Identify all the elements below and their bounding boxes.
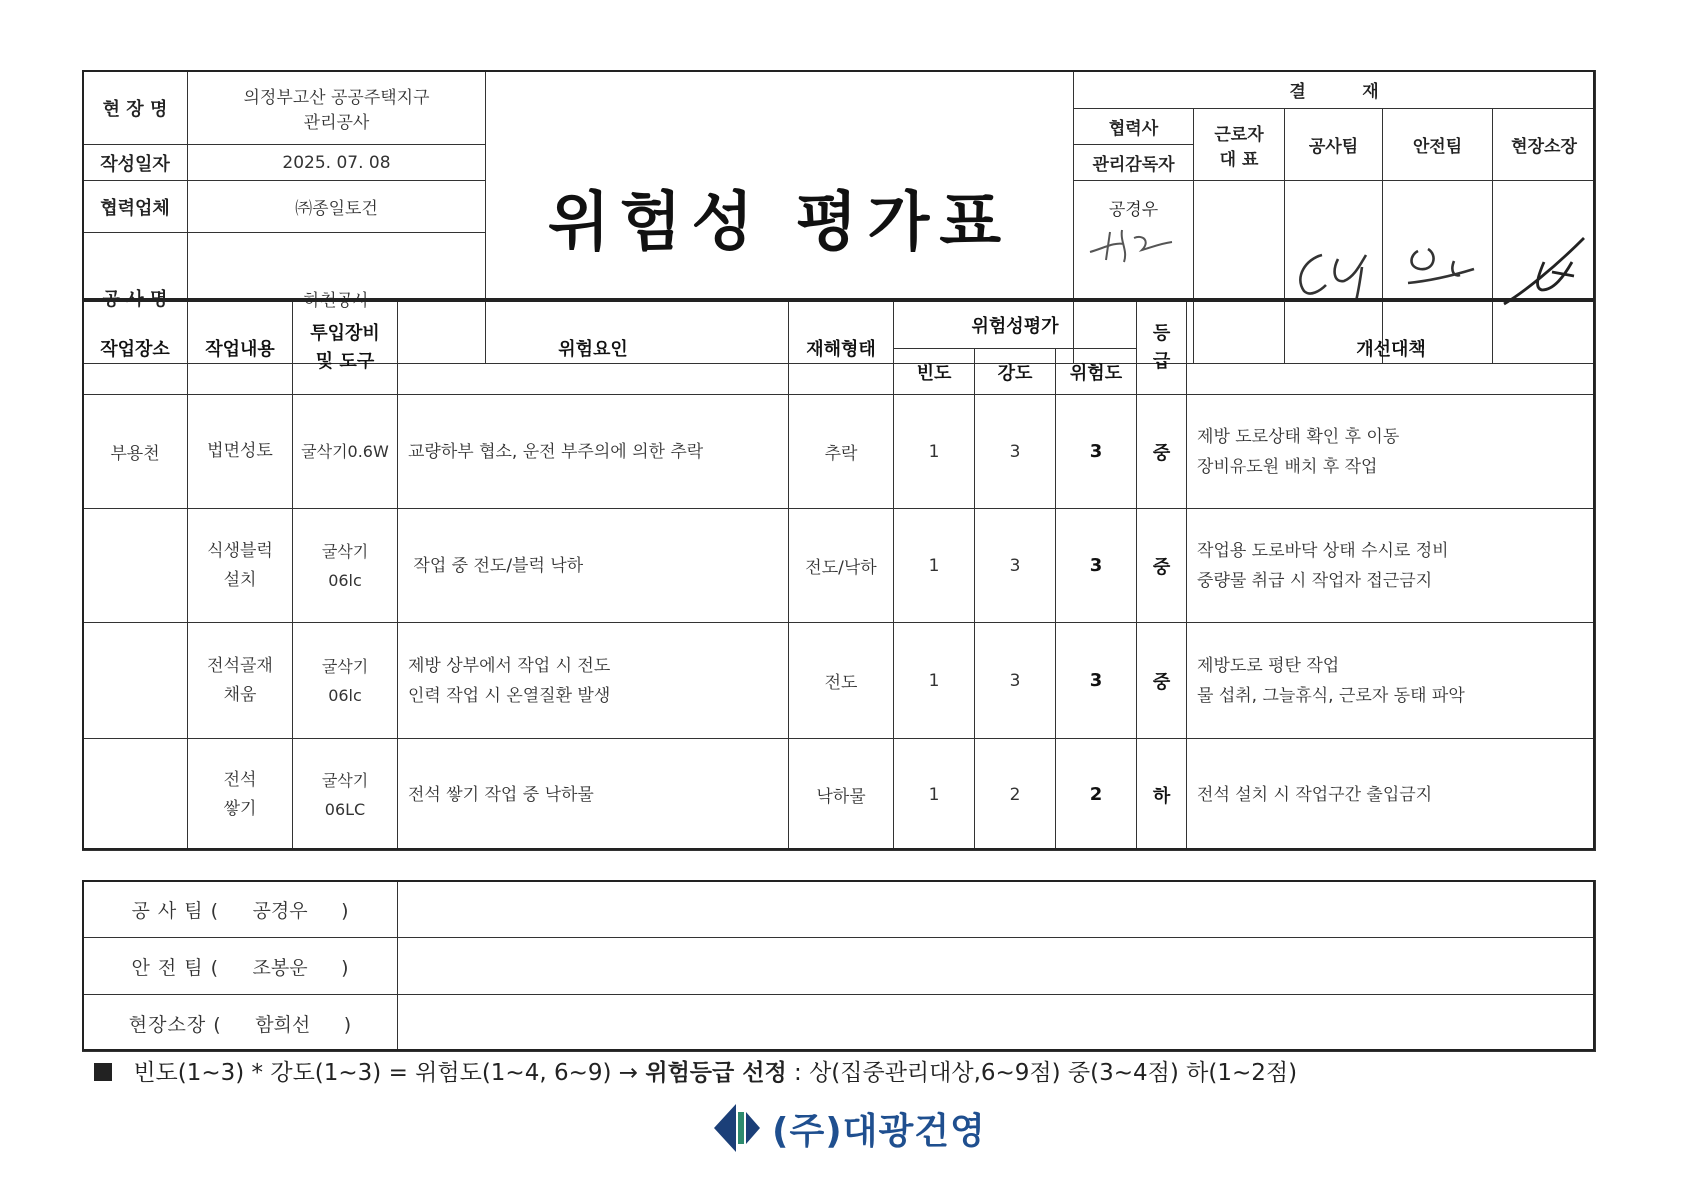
signoff-close: ) <box>343 1013 352 1036</box>
row-equipment-line1: 굴삭기 <box>321 541 369 561</box>
approval-worker-rep <box>1194 109 1285 181</box>
construction-signature <box>1286 237 1382 307</box>
col-content: 작업내용 <box>188 301 293 395</box>
grade-text: : 상(집중관리대상,6~9점) 중(3~4점) 하(1~2점) <box>794 1060 1298 1086</box>
signoff-name: 함희선 <box>255 1013 311 1036</box>
signoff-area <box>398 938 1596 995</box>
row-frequency: 1 <box>894 623 975 739</box>
work-name-value: 하천공사 <box>188 233 486 364</box>
row-hazard <box>398 395 789 509</box>
row-equipment-line1: 굴삭기0.6W <box>301 442 389 461</box>
row-severity: 2 <box>975 739 1056 851</box>
approval-construction-team: 공사팀 <box>1285 109 1383 181</box>
row-equipment <box>293 509 398 623</box>
partner-value: ㈜종일토건 <box>188 181 486 233</box>
row-accident: 추락 <box>789 395 894 509</box>
col-equipment-line2: 및 도구 <box>315 350 375 372</box>
row-equipment <box>293 739 398 851</box>
row-equipment-line1: 굴삭기 <box>321 656 369 676</box>
row-location: 부용천 <box>83 395 188 509</box>
signoff-name: 조봉운 <box>252 956 308 979</box>
row-risk: 3 <box>1056 395 1137 509</box>
row-hazard <box>398 509 789 623</box>
col-grade-line2: 급 <box>1152 350 1171 372</box>
col-grade-line1: 등 <box>1152 322 1171 344</box>
site-name-line1: 의정부고산 공공주택지구 <box>243 87 430 108</box>
site-name-value <box>188 71 486 145</box>
row-accident: 전도 <box>789 623 894 739</box>
col-improvement: 개선대책 <box>1187 301 1596 395</box>
row-improvement <box>1187 395 1596 509</box>
signoff-row <box>83 938 1596 995</box>
row-equipment-line1: 굴삭기 <box>321 770 369 790</box>
row-grade: 중 <box>1137 509 1187 623</box>
col-risk: 위험도 <box>1056 349 1137 395</box>
row-content <box>188 623 293 739</box>
row-improvement-line1: 제방 도로상태 확인 후 이동 <box>1197 426 1400 447</box>
signoff-table <box>82 880 1596 1052</box>
row-content-line1: 법면성토 <box>207 441 273 461</box>
row-location <box>83 509 188 623</box>
formula-text: 빈도(1~3) * 강도(1~3) = 위험도(1~4, 6~9) → <box>133 1060 639 1086</box>
row-content-line1: 전석 <box>223 769 257 790</box>
col-severity: 강도 <box>975 349 1056 395</box>
row-hazard-line1: 제방 상부에서 작업 시 전도 <box>408 655 611 676</box>
row-accident: 낙하물 <box>789 739 894 851</box>
row-improvement <box>1187 623 1596 739</box>
row-frequency: 1 <box>894 395 975 509</box>
row-content <box>188 395 293 509</box>
signoff-close: ) <box>341 956 349 979</box>
signoff-role: 공 사 팀 ( <box>131 899 220 922</box>
approval-worker-rep-line2: 대 표 <box>1219 149 1259 170</box>
row-improvement-line2: 물 섭취, 그늘휴식, 근로자 동태 파악 <box>1197 685 1465 706</box>
signoff-role: 현장소장 ( <box>128 1013 222 1036</box>
table-row <box>83 509 1596 623</box>
signoff-area <box>398 995 1596 1052</box>
row-risk: 2 <box>1056 739 1137 851</box>
row-equipment <box>293 395 398 509</box>
site-name-label: 현 장 명 <box>83 71 188 145</box>
row-improvement-line2: 장비유도원 배치 후 작업 <box>1197 456 1378 477</box>
row-improvement-line2: 중량물 취급 시 작업자 접근금지 <box>1197 570 1433 591</box>
risk-table <box>82 300 1596 851</box>
signoff-label <box>83 881 398 938</box>
col-frequency: 빈도 <box>894 349 975 395</box>
row-frequency: 1 <box>894 739 975 851</box>
row-accident: 전도/낙하 <box>789 509 894 623</box>
site-name-line2: 관리공사 <box>303 112 370 133</box>
approval-site-manager: 현장소장 <box>1493 109 1596 181</box>
signoff-row <box>83 995 1596 1052</box>
date-label: 작성일자 <box>83 145 188 181</box>
row-frequency: 1 <box>894 509 975 623</box>
col-location: 작업장소 <box>83 301 188 395</box>
table-row <box>83 739 1596 851</box>
approval-safety-team: 안전팀 <box>1383 109 1493 181</box>
approval-worker-rep-line1: 근로자 <box>1214 124 1264 145</box>
row-hazard-line2: 인력 작업 시 온열질환 발생 <box>408 685 611 706</box>
row-grade: 중 <box>1137 623 1187 739</box>
col-assessment: 위험성평가 <box>894 301 1137 349</box>
col-accident-type: 재해형태 <box>789 301 894 395</box>
company-name: (주)대광건영 <box>772 1110 986 1152</box>
row-hazard <box>398 623 789 739</box>
row-severity: 3 <box>975 509 1056 623</box>
row-content-line2: 쌓기 <box>223 798 257 819</box>
grade-label: 위험등급 선정 <box>645 1060 787 1086</box>
approval-partner-line1: 협력사 <box>1074 109 1194 145</box>
signoff-name: 공경우 <box>252 899 308 922</box>
date-value: 2025. 07. 08 <box>188 145 486 181</box>
row-equipment-line2: 06lc <box>328 685 362 705</box>
row-hazard-line1: 교량하부 협소, 운전 부주의에 의한 추락 <box>408 441 704 462</box>
document-title: 위험성 평가표 <box>547 186 1012 260</box>
row-grade: 하 <box>1137 739 1187 851</box>
row-equipment-line2: 06LC <box>324 799 366 819</box>
square-bullet-icon <box>94 1063 112 1081</box>
row-hazard-line1: 전석 쌓기 작업 중 낙하물 <box>408 784 594 805</box>
approval-partner-line2: 관리감독자 <box>1074 145 1194 181</box>
row-content <box>188 509 293 623</box>
approval-heading: 결 재 <box>1074 71 1596 109</box>
col-equipment-line1: 투입장비 <box>310 322 380 344</box>
row-improvement-line1: 작업용 도로바닥 상태 수시로 정비 <box>1197 540 1449 561</box>
row-content <box>188 739 293 851</box>
company-logo <box>712 1100 986 1156</box>
row-severity: 3 <box>975 623 1056 739</box>
safety-signature <box>1388 237 1488 307</box>
signoff-label <box>83 938 398 995</box>
row-content-line2: 채움 <box>223 684 257 705</box>
row-improvement <box>1187 509 1596 623</box>
col-equipment <box>293 301 398 395</box>
row-content-line2: 설치 <box>223 569 257 590</box>
signoff-role: 안 전 팀 ( <box>131 956 220 979</box>
col-hazard: 위험요인 <box>398 301 789 395</box>
partner-label: 협력업체 <box>83 181 188 233</box>
row-improvement <box>1187 739 1596 851</box>
row-content-line1: 식생블럭 <box>207 540 273 561</box>
row-location <box>83 623 188 739</box>
row-grade: 중 <box>1137 395 1187 509</box>
row-improvement-line1: 제방도로 평탄 작업 <box>1197 655 1340 676</box>
table-row <box>83 623 1596 739</box>
signoff-close: ) <box>341 899 349 922</box>
row-location <box>83 739 188 851</box>
risk-formula <box>94 1054 1297 1087</box>
company-emblem-icon <box>712 1102 762 1154</box>
row-equipment <box>293 623 398 739</box>
supervisor-signature <box>1084 220 1184 268</box>
row-equipment-line2: 06lc <box>328 570 362 590</box>
signoff-row <box>83 881 1596 938</box>
work-name-label: 공 사 명 <box>83 233 188 364</box>
row-risk: 3 <box>1056 509 1137 623</box>
row-severity: 3 <box>975 395 1056 509</box>
supervisor-name: 공경우 <box>1108 200 1159 220</box>
row-improvement-line1: 전석 설치 시 작업구간 출입금지 <box>1197 784 1433 805</box>
row-hazard <box>398 739 789 851</box>
signoff-area <box>398 881 1596 938</box>
table-row <box>83 395 1596 509</box>
row-content-line1: 전석골재 <box>207 655 273 676</box>
col-grade <box>1137 301 1187 395</box>
signoff-label <box>83 995 398 1052</box>
row-hazard-line1: 작업 중 전도/블럭 낙하 <box>408 555 584 576</box>
row-risk: 3 <box>1056 623 1137 739</box>
